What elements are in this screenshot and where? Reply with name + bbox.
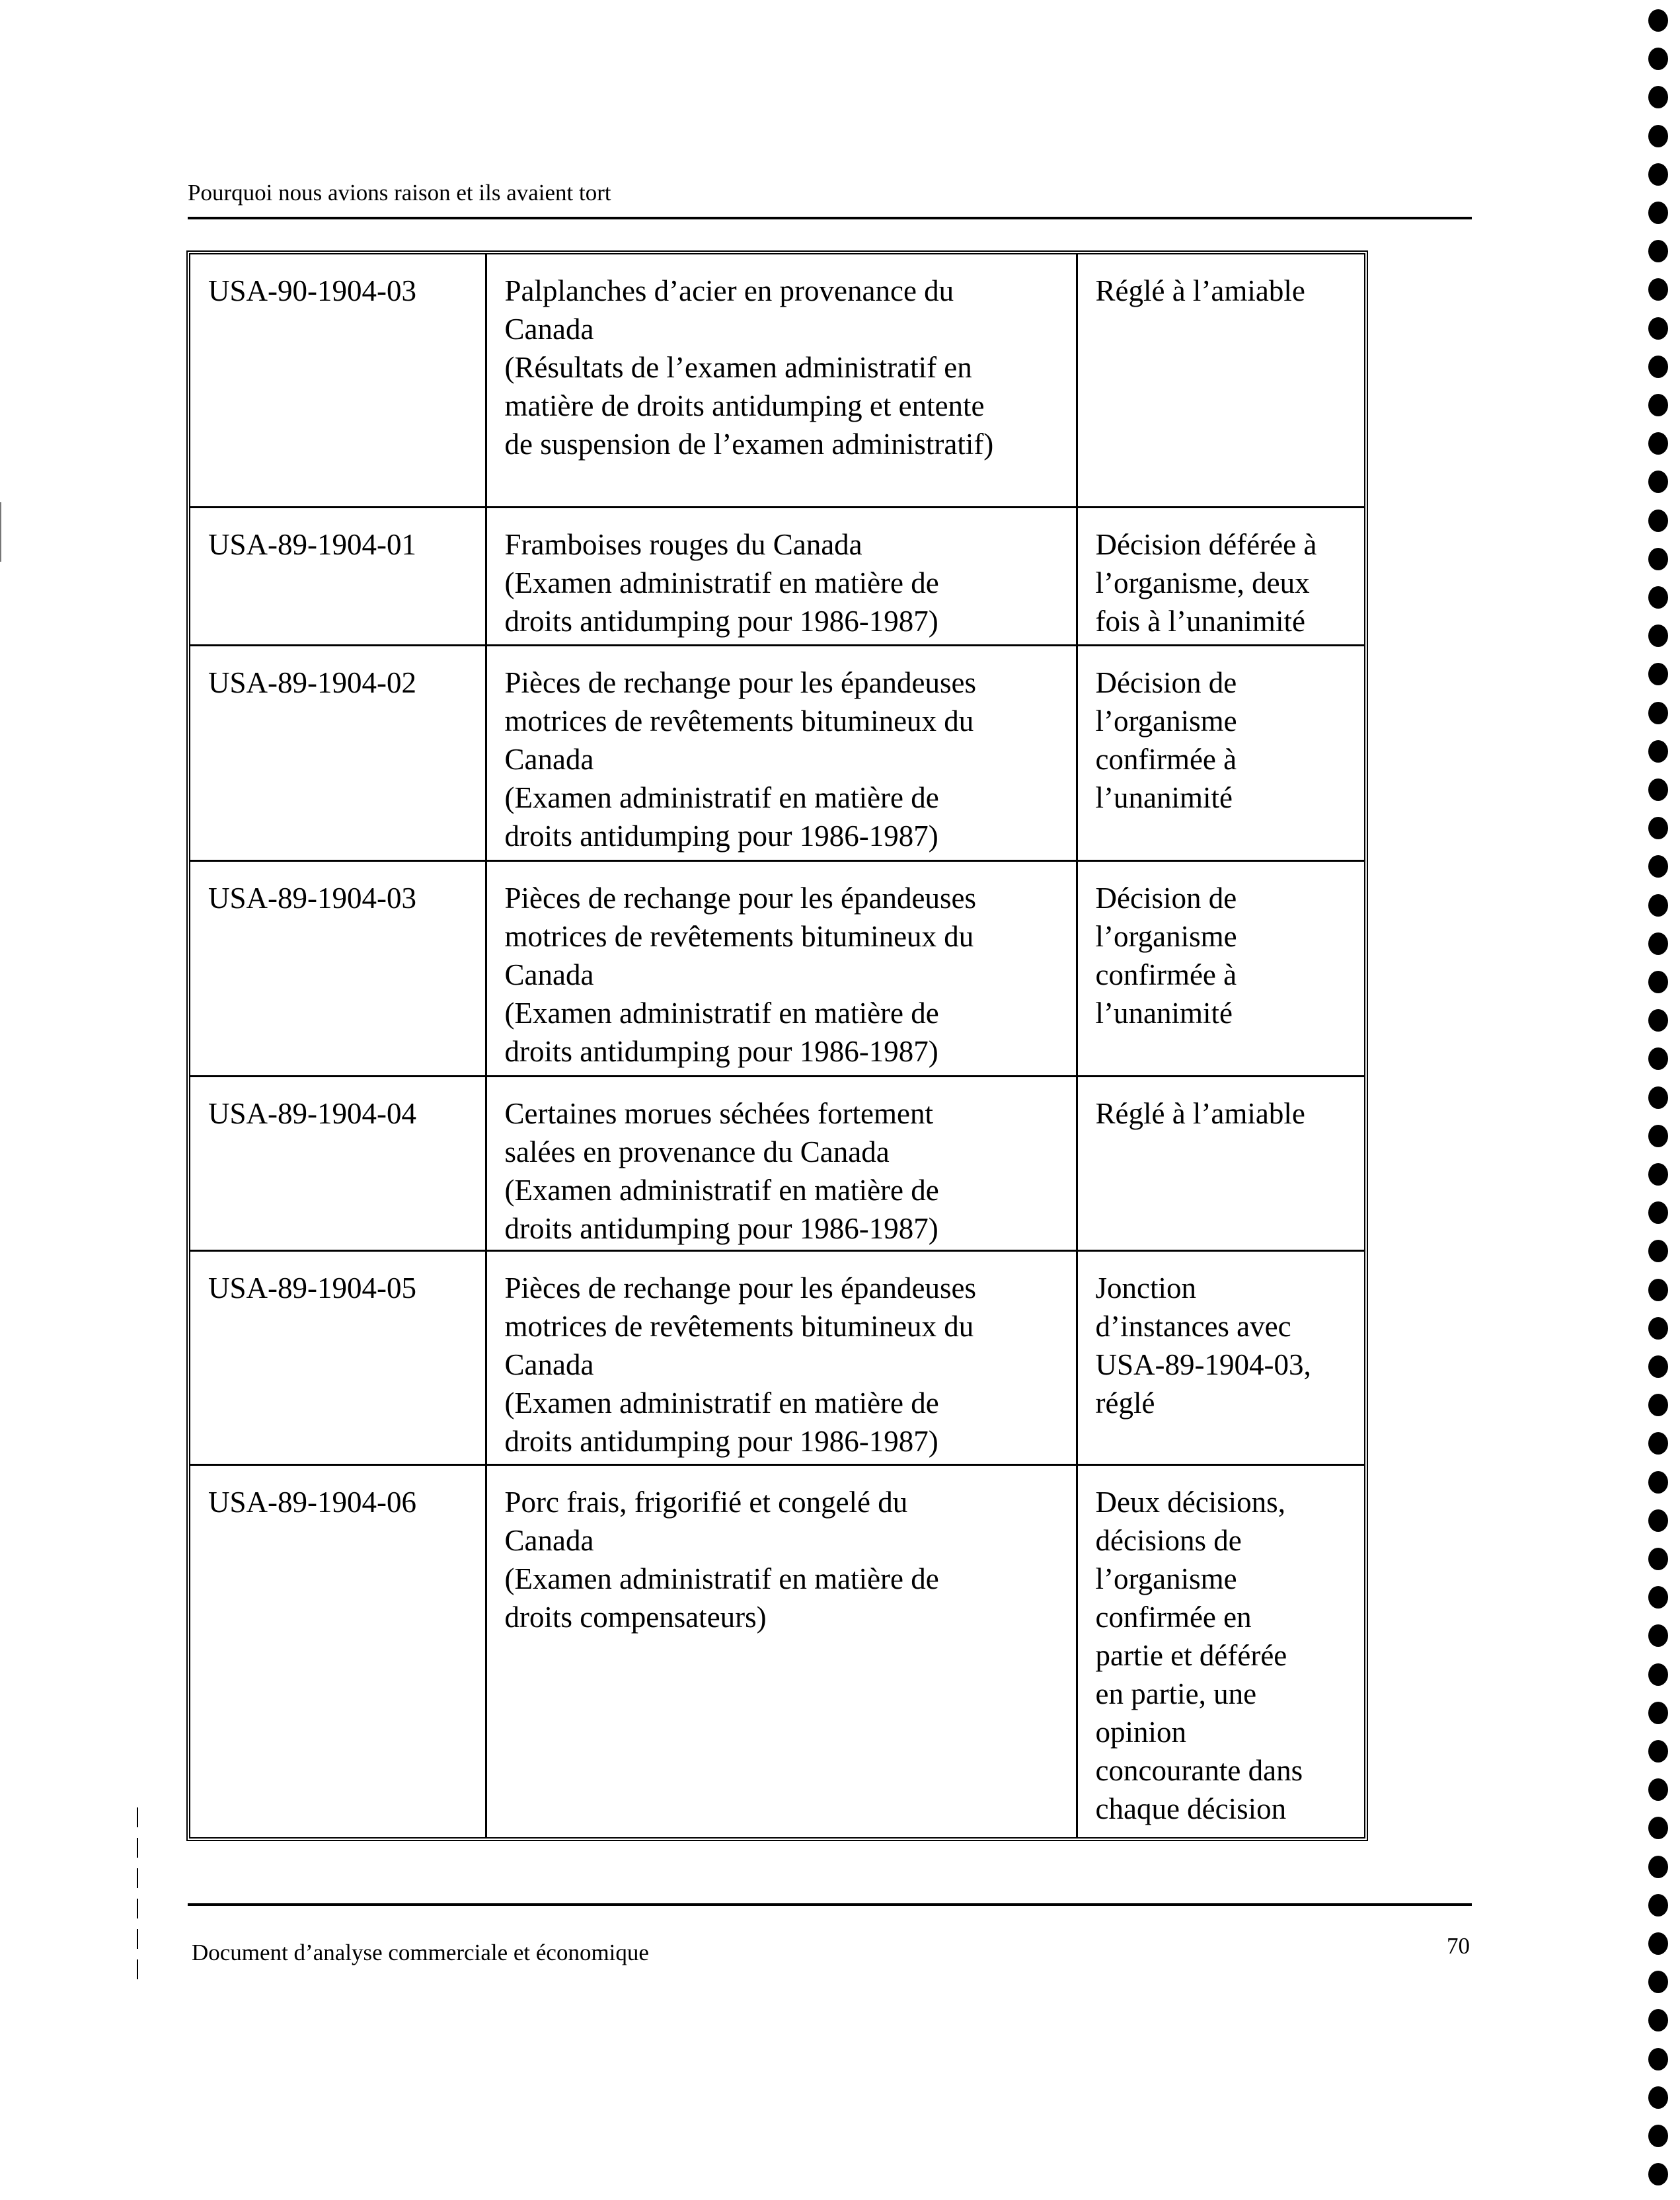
outcome-line: Décision de <box>1095 881 1237 915</box>
binding-hole <box>1648 1394 1668 1416</box>
description-line: droits antidumping pour 1986-1987) <box>504 1424 938 1458</box>
description-line: (Examen administratif en matière de <box>504 1562 939 1595</box>
binding-hole <box>1648 1548 1668 1570</box>
binding-hole <box>1648 1932 1668 1955</box>
case-id: USA-90-1904-03 <box>208 274 416 307</box>
binding-hole <box>1648 586 1668 609</box>
outcome-line: partie et déférée <box>1095 1638 1287 1672</box>
case-description-cell <box>486 1464 1077 1839</box>
outcome-line: l’organisme <box>1095 919 1237 953</box>
description-line: salées en provenance du Canada <box>504 1135 890 1168</box>
outcome-line: Réglé à l’amiable <box>1095 274 1305 307</box>
binding-hole <box>1648 9 1668 32</box>
description-line: (Examen administratif en matière de <box>504 1386 939 1420</box>
binding-hole <box>1648 1355 1668 1378</box>
binding-hole <box>1648 125 1668 147</box>
outcome-line: l’organisme, deux <box>1095 566 1310 599</box>
binding-hole <box>1648 240 1668 262</box>
binding-hole <box>1648 1086 1668 1109</box>
page-header: Pourquoi nous avions raison et ils avaient tort <box>188 180 611 206</box>
case-description-cell <box>486 1250 1077 1464</box>
binding-hole <box>1648 1740 1668 1763</box>
binding-hole <box>1648 1163 1668 1186</box>
binding-hole <box>1648 163 1668 186</box>
description-line: Canada <box>504 313 594 346</box>
description-line: motrices de revêtements bitumineux du <box>504 704 974 738</box>
table-row <box>190 645 1364 860</box>
description-line: motrices de revêtements bitumineux du <box>504 1309 974 1343</box>
binding-hole <box>1648 1047 1668 1070</box>
case-description-cell <box>486 645 1077 860</box>
binding-hole <box>1648 778 1668 801</box>
table-row <box>190 1464 1364 1839</box>
binding-hole <box>1648 548 1668 570</box>
case-outcome-cell <box>1077 1464 1364 1839</box>
binding-hole <box>1648 432 1668 455</box>
case-description-cell <box>486 507 1077 645</box>
description-line: (Examen administratif en matière de <box>504 996 939 1030</box>
description-line: Certaines morues séchées fortement <box>504 1096 934 1130</box>
case-description-cell <box>486 254 1077 507</box>
scan-edge-mark <box>0 502 1 562</box>
binding-hole <box>1648 2009 1668 2031</box>
binding-hole <box>1648 932 1668 955</box>
outcome-line: confirmée à <box>1095 742 1237 776</box>
table-row <box>190 1076 1364 1250</box>
description-line: Canada <box>504 1523 594 1557</box>
binding-hole <box>1648 625 1668 647</box>
scan-margin-mark <box>137 1807 138 1986</box>
case-id-cell <box>190 1076 486 1250</box>
description-line: Canada <box>504 1347 594 1381</box>
binding-hole <box>1648 2125 1668 2147</box>
binding-hole <box>1648 702 1668 724</box>
binding-hole <box>1648 510 1668 532</box>
footer-rule <box>188 1903 1472 1906</box>
binding-hole <box>1648 1817 1668 1839</box>
case-id: USA-89-1904-06 <box>208 1485 416 1519</box>
binding-hole <box>1648 1009 1668 1032</box>
case-id: USA-89-1904-03 <box>208 881 416 915</box>
description-line: droits antidumping pour 1986-1987) <box>504 1034 938 1068</box>
description-line: Pièces de rechange pour les épandeuses <box>504 665 976 699</box>
outcome-line: Jonction <box>1095 1271 1196 1305</box>
case-id: USA-89-1904-05 <box>208 1271 416 1305</box>
case-id-cell <box>190 645 486 860</box>
description-line: (Examen administratif en matière de <box>504 1173 939 1207</box>
outcome-line: l’organisme <box>1095 1562 1237 1595</box>
binding-hole <box>1648 1586 1668 1609</box>
case-id-cell <box>190 860 486 1076</box>
case-id: USA-89-1904-02 <box>208 665 416 699</box>
outcome-line: Réglé à l’amiable <box>1095 1096 1305 1130</box>
table-row <box>190 254 1364 507</box>
outcome-line: l’organisme <box>1095 704 1237 738</box>
case-id: USA-89-1904-01 <box>208 527 416 561</box>
case-id: USA-89-1904-04 <box>208 1096 416 1130</box>
description-line: Pièces de rechange pour les épandeuses <box>504 1271 976 1305</box>
binding-hole <box>1648 1894 1668 1916</box>
outcome-line: USA-89-1904-03, <box>1095 1347 1311 1381</box>
binding-hole <box>1648 1971 1668 1993</box>
outcome-line: fois à l’unanimité <box>1095 604 1305 638</box>
case-id-cell <box>190 1250 486 1464</box>
outcome-line: Deux décisions, <box>1095 1485 1285 1519</box>
case-outcome-cell <box>1077 507 1364 645</box>
binding-hole <box>1648 663 1668 685</box>
binding-hole <box>1648 471 1668 493</box>
binding-hole <box>1648 317 1668 340</box>
page-number: 70 <box>1447 1933 1470 1959</box>
description-line: Framboises rouges du Canada <box>504 527 862 561</box>
case-outcome-cell <box>1077 1076 1364 1250</box>
case-id-cell <box>190 1464 486 1839</box>
binding-hole <box>1648 2163 1668 2185</box>
outcome-line: en partie, une <box>1095 1677 1257 1710</box>
description-line: Canada <box>504 742 594 776</box>
binding-hole <box>1648 1201 1668 1224</box>
binding-hole <box>1648 1279 1668 1301</box>
description-line: droits antidumping pour 1986-1987) <box>504 604 938 638</box>
binding-hole <box>1648 740 1668 763</box>
case-description-cell <box>486 1076 1077 1250</box>
case-id-cell <box>190 254 486 507</box>
outcome-line: confirmée en <box>1095 1600 1252 1634</box>
outcome-line: réglé <box>1095 1386 1155 1420</box>
binding-hole <box>1648 1663 1668 1686</box>
binding-hole <box>1648 394 1668 416</box>
binding-hole <box>1648 2048 1668 2070</box>
binding-hole <box>1648 86 1668 108</box>
binding-hole <box>1648 1509 1668 1532</box>
case-outcome-cell <box>1077 254 1364 507</box>
description-line: Pièces de rechange pour les épandeuses <box>504 881 976 915</box>
description-line: droits antidumping pour 1986-1987) <box>504 819 938 853</box>
table-row <box>190 860 1364 1076</box>
description-line: Palplanches d’acier en provenance du <box>504 274 954 307</box>
outcome-line: Décision de <box>1095 665 1237 699</box>
description-line: matière de droits antidumping et entente <box>504 389 985 422</box>
case-id-cell <box>190 507 486 645</box>
binding-hole <box>1648 202 1668 224</box>
outcome-line: opinion <box>1095 1715 1187 1749</box>
binding-hole <box>1648 1778 1668 1801</box>
outcome-line: décisions de <box>1095 1523 1242 1557</box>
binding-hole <box>1648 971 1668 993</box>
binding-hole <box>1648 1432 1668 1455</box>
binding-hole <box>1648 356 1668 378</box>
binding-hole <box>1648 1240 1668 1262</box>
outcome-line: concourante dans <box>1095 1753 1303 1787</box>
outcome-line: l’unanimité <box>1095 996 1233 1030</box>
description-line: Canada <box>504 958 594 991</box>
binding-hole <box>1648 2086 1668 2109</box>
description-line: (Examen administratif en matière de <box>504 780 939 814</box>
binding-hole <box>1648 278 1668 301</box>
description-line: Porc frais, frigorifié et congelé du <box>504 1485 908 1519</box>
binding-hole <box>1648 1471 1668 1494</box>
page-footer: Document d’analyse commerciale et économique <box>192 1940 649 1965</box>
outcome-line: d’instances avec <box>1095 1309 1291 1343</box>
description-line: motrices de revêtements bitumineux du <box>504 919 974 953</box>
case-outcome-cell <box>1077 860 1364 1076</box>
header-rule <box>188 217 1472 219</box>
binding-holes <box>1648 9 1675 2183</box>
outcome-line: Décision déférée à <box>1095 527 1317 561</box>
outcome-line: confirmée à <box>1095 958 1237 991</box>
binding-hole <box>1648 48 1668 70</box>
description-line: (Résultats de l’examen administratif en <box>504 351 972 384</box>
binding-hole <box>1648 1856 1668 1878</box>
binding-hole <box>1648 894 1668 917</box>
binding-hole <box>1648 855 1668 878</box>
cases-table <box>190 254 1364 1839</box>
description-line: de suspension de l’examen administratif) <box>504 428 994 461</box>
outcome-line: chaque décision <box>1095 1792 1287 1825</box>
case-outcome-cell <box>1077 1250 1364 1464</box>
cases-table-frame <box>186 250 1368 1841</box>
case-outcome-cell <box>1077 645 1364 860</box>
binding-hole <box>1648 1624 1668 1647</box>
table-row <box>190 1250 1364 1464</box>
binding-hole <box>1648 1317 1668 1340</box>
description-line: (Examen administratif en matière de <box>504 566 939 599</box>
case-description-cell <box>486 860 1077 1076</box>
description-line: droits antidumping pour 1986-1987) <box>504 1211 938 1245</box>
description-line: droits compensateurs) <box>504 1600 767 1634</box>
binding-hole <box>1648 1702 1668 1724</box>
binding-hole <box>1648 1125 1668 1147</box>
outcome-line: l’unanimité <box>1095 780 1233 814</box>
binding-hole <box>1648 817 1668 839</box>
table-row <box>190 507 1364 645</box>
